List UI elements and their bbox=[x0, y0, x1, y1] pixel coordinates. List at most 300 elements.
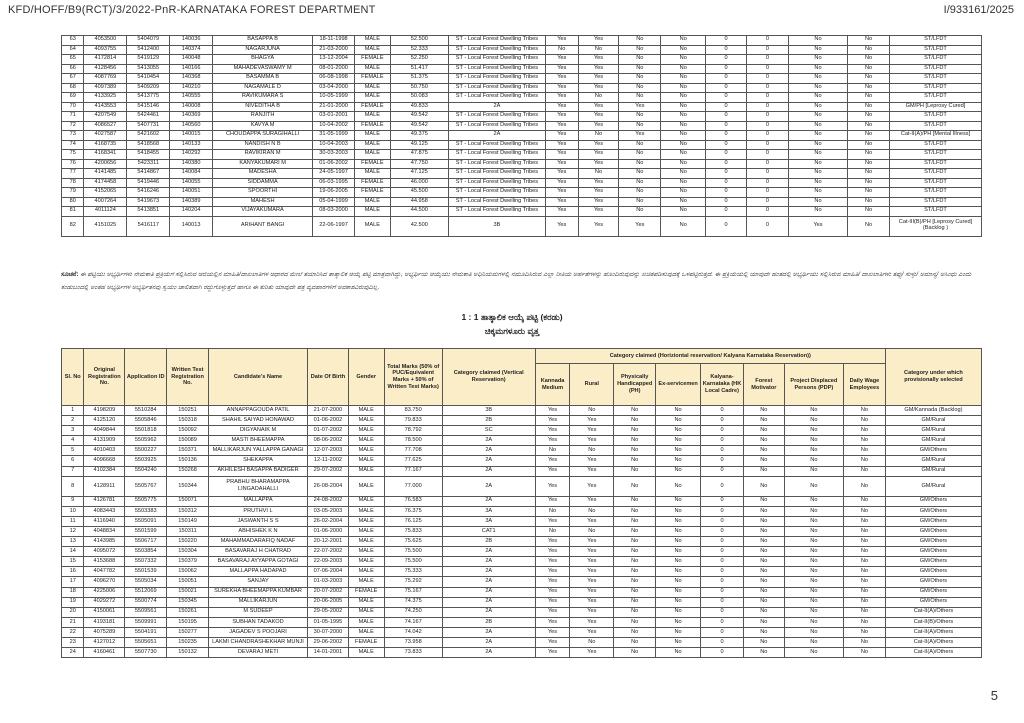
table-cell: No bbox=[743, 416, 784, 426]
table-cell: ST - Local Forest Dwelling Tribes bbox=[448, 197, 545, 207]
table-cell: 6 bbox=[62, 456, 84, 466]
table-cell: 49.125 bbox=[390, 140, 448, 150]
table-cell: 16 bbox=[62, 567, 84, 577]
table-cell: ST/LFDT bbox=[889, 150, 981, 160]
table-cell: No bbox=[784, 537, 843, 547]
table-cell: Yes bbox=[578, 188, 619, 198]
table-cell: 5418568 bbox=[127, 140, 170, 150]
table-cell: Yes bbox=[545, 64, 578, 74]
table-cell: NANDISH N B bbox=[213, 140, 313, 150]
table-cell: No bbox=[656, 526, 701, 536]
table-cell: Yes bbox=[545, 188, 578, 198]
table-cell: Yes bbox=[570, 577, 614, 587]
table-cell: 4096270 bbox=[84, 577, 125, 587]
table-cell: No bbox=[843, 587, 885, 597]
table-cell: No bbox=[788, 140, 847, 150]
table-cell: 150092 bbox=[167, 426, 209, 436]
table-cell: No bbox=[743, 526, 784, 536]
table-cell: 0 bbox=[747, 197, 789, 207]
table-cell: No bbox=[661, 102, 706, 112]
table-cell: GM/Others bbox=[885, 577, 981, 587]
table-cell: Cat-II(A)/Others bbox=[885, 648, 981, 658]
table-cell: No bbox=[843, 406, 885, 416]
table-cell: 5500774 bbox=[125, 597, 167, 607]
table-cell: No bbox=[848, 55, 890, 65]
table-cell: No bbox=[656, 466, 701, 476]
table-cell: LAKMI CHANDRASHEKHAR MUNJI bbox=[209, 637, 308, 647]
table-cell: 24-05-1997 bbox=[313, 169, 355, 179]
table-cell: 75.333 bbox=[384, 567, 442, 577]
table-cell: 3 bbox=[62, 426, 84, 436]
table-cell: MALLIKARJUN YALLAPPA GANAGI bbox=[209, 446, 308, 456]
table-cell: No bbox=[743, 607, 784, 617]
table-cell: No bbox=[784, 456, 843, 466]
table-cell: 0 bbox=[706, 140, 747, 150]
table-cell: ST/LFDT bbox=[889, 45, 981, 55]
table-cell: MALE bbox=[348, 406, 384, 416]
table-cell: No bbox=[570, 446, 614, 456]
table-cell: No bbox=[848, 159, 890, 169]
table-row bbox=[62, 597, 982, 607]
table-cell: 50.083 bbox=[390, 93, 448, 103]
table-cell: ST/LFDT bbox=[889, 74, 981, 84]
table-cell: 75 bbox=[62, 150, 84, 160]
table-cell: 5407731 bbox=[127, 121, 170, 131]
table-cell: BHAGYA bbox=[213, 55, 313, 65]
table-cell: 2A bbox=[448, 102, 545, 112]
table-cell: Yes bbox=[535, 426, 570, 436]
table-cell: No bbox=[614, 567, 656, 577]
table-cell: No bbox=[843, 557, 885, 567]
table-cell: ST/LFDT bbox=[889, 93, 981, 103]
table-cell: 77.167 bbox=[384, 466, 442, 476]
table-cell: Yes bbox=[535, 466, 570, 476]
table-cell: Yes bbox=[619, 131, 661, 141]
table-cell: 0 bbox=[706, 159, 747, 169]
table-cell: 150277 bbox=[167, 627, 209, 637]
table-cell: No bbox=[570, 506, 614, 516]
table-cell: Yes bbox=[545, 131, 578, 141]
table-cell: BASAMMA B bbox=[213, 74, 313, 84]
table-cell: No bbox=[743, 648, 784, 658]
table-cell: 70 bbox=[62, 102, 84, 112]
table-cell: 74.167 bbox=[384, 617, 442, 627]
table-cell: 4141485 bbox=[84, 169, 127, 179]
table-cell: No bbox=[614, 526, 656, 536]
table-row bbox=[62, 446, 982, 456]
table-cell: No bbox=[848, 131, 890, 141]
table-cell: CHOUDAPPA SURAGIHALLI bbox=[213, 131, 313, 141]
table-cell: No bbox=[619, 83, 661, 93]
table-cell: No bbox=[619, 207, 661, 217]
table-cell: Yes bbox=[535, 537, 570, 547]
table-cell: 5415146 bbox=[127, 102, 170, 112]
table-cell: 2A bbox=[442, 547, 535, 557]
table-cell: No bbox=[788, 64, 847, 74]
table-cell: GM/Others bbox=[885, 496, 981, 506]
table-cell: No bbox=[784, 406, 843, 416]
table-cell: No bbox=[743, 426, 784, 436]
table-row bbox=[62, 537, 982, 547]
table-cell: 10-04-2003 bbox=[313, 140, 355, 150]
table-cell: No bbox=[619, 74, 661, 84]
table-cell: 4143985 bbox=[84, 537, 125, 547]
table-row bbox=[62, 547, 982, 557]
table-cell: 18 bbox=[62, 587, 84, 597]
selection-table-continued bbox=[61, 35, 982, 237]
table-cell: Yes bbox=[578, 74, 619, 84]
table-cell: 03-04-2000 bbox=[313, 83, 355, 93]
table-cell: No bbox=[614, 426, 656, 436]
table-cell: No bbox=[848, 188, 890, 198]
note-label: ಸೂಚನೆ: bbox=[61, 271, 79, 278]
table-row bbox=[62, 456, 982, 466]
table-cell: 5501599 bbox=[125, 526, 167, 536]
table-cell: Yes bbox=[545, 150, 578, 160]
table-cell: 4010403 bbox=[84, 446, 125, 456]
table-cell: MALE bbox=[355, 112, 391, 122]
table-cell: No bbox=[848, 216, 890, 236]
table-cell: MALE bbox=[348, 466, 384, 476]
table-cell: GM/Others bbox=[885, 597, 981, 607]
table-cell: No bbox=[578, 93, 619, 103]
table-cell: No bbox=[743, 537, 784, 547]
table-cell: 03-01-2001 bbox=[313, 112, 355, 122]
table-cell: 08-03-2000 bbox=[313, 207, 355, 217]
table-cell: 5404079 bbox=[127, 36, 170, 46]
table-cell: 140036 bbox=[170, 36, 213, 46]
table-cell: 47.750 bbox=[390, 159, 448, 169]
table-cell: 4198209 bbox=[84, 406, 125, 416]
table-cell: 5503383 bbox=[125, 506, 167, 516]
table-cell: Yes bbox=[535, 516, 570, 526]
table-cell: 4128911 bbox=[84, 476, 125, 496]
table-cell: No bbox=[614, 476, 656, 496]
table-cell: 0 bbox=[747, 207, 789, 217]
table-cell: 4127012 bbox=[84, 637, 125, 647]
table-cell: 0 bbox=[706, 74, 747, 84]
table-cell: No bbox=[578, 131, 619, 141]
table-cell: 67 bbox=[62, 74, 84, 84]
table-cell: 68 bbox=[62, 83, 84, 93]
table-cell: 05-04-1999 bbox=[313, 197, 355, 207]
table-cell: MALE bbox=[355, 169, 391, 179]
table-cell: 4048834 bbox=[84, 526, 125, 536]
table-cell: MALE bbox=[348, 516, 384, 526]
table-cell: FEMALE bbox=[355, 74, 391, 84]
table-cell: No bbox=[784, 597, 843, 607]
table-cell: 5503925 bbox=[125, 456, 167, 466]
table-cell: No bbox=[788, 197, 847, 207]
table-cell: No bbox=[661, 121, 706, 131]
table-cell: 18-11-1998 bbox=[313, 36, 355, 46]
table-cell: No bbox=[848, 197, 890, 207]
table-cell: No bbox=[614, 416, 656, 426]
table-cell: No bbox=[661, 55, 706, 65]
table-cell: 0 bbox=[701, 617, 744, 627]
table-cell: No bbox=[656, 506, 701, 516]
table-cell: Yes bbox=[578, 102, 619, 112]
table-cell: 2A bbox=[442, 476, 535, 496]
table-cell: Yes bbox=[535, 436, 570, 446]
table-cell: 4128456 bbox=[84, 64, 127, 74]
table-cell: No bbox=[661, 140, 706, 150]
table-cell: Cat-II(A)/Others bbox=[885, 637, 981, 647]
table-cell: No bbox=[843, 648, 885, 658]
header-project-displaced: Project Displaced Persons (PDP) bbox=[784, 364, 843, 406]
table-cell: No bbox=[843, 617, 885, 627]
table-cell: MALE bbox=[348, 416, 384, 426]
table-cell: ST - Local Forest Dwelling Tribes bbox=[448, 83, 545, 93]
table-cell: Yes bbox=[545, 178, 578, 188]
table-cell: 65 bbox=[62, 55, 84, 65]
table-cell: 4152065 bbox=[84, 188, 127, 198]
table-cell: No bbox=[614, 516, 656, 526]
table-cell: 150051 bbox=[167, 577, 209, 587]
table-cell: Yes bbox=[545, 55, 578, 65]
table-cell: 74.042 bbox=[384, 627, 442, 637]
table-cell: ST/LFDT bbox=[889, 178, 981, 188]
table-cell: 150268 bbox=[167, 466, 209, 476]
table-cell: No bbox=[743, 506, 784, 516]
table-cell: 0 bbox=[706, 216, 747, 236]
table-cell: 22-07-2002 bbox=[308, 547, 349, 557]
table-cell: M SUDEEP bbox=[209, 607, 308, 617]
table-row bbox=[62, 216, 982, 236]
header-ex-servicemen: Ex-servicemen bbox=[656, 364, 701, 406]
table-cell: No bbox=[656, 436, 701, 446]
table-cell: No bbox=[788, 121, 847, 131]
table-cell: No bbox=[570, 406, 614, 416]
table-cell: No bbox=[788, 93, 847, 103]
table-cell: Yes bbox=[619, 216, 661, 236]
table-cell: No bbox=[843, 506, 885, 516]
table-cell: 140048 bbox=[170, 55, 213, 65]
table-cell: No bbox=[848, 102, 890, 112]
table-row bbox=[62, 506, 982, 516]
header-written-test-registration: Written Test Registration No. bbox=[167, 349, 209, 406]
table-cell: 4168735 bbox=[84, 140, 127, 150]
table-cell: 0 bbox=[706, 45, 747, 55]
table-cell: Yes bbox=[545, 216, 578, 236]
table-cell: 72 bbox=[62, 121, 84, 131]
table-cell: 2A bbox=[442, 466, 535, 476]
table-cell: Yes bbox=[570, 648, 614, 658]
table-cell: 150304 bbox=[167, 547, 209, 557]
table-cell: 4131909 bbox=[84, 436, 125, 446]
table-cell: 4 bbox=[62, 436, 84, 446]
table-cell: Yes bbox=[570, 627, 614, 637]
table-cell: Cat-II(B)/Others bbox=[885, 617, 981, 627]
table-cell: ST - Local Forest Dwelling Tribes bbox=[448, 178, 545, 188]
table-cell: 73.833 bbox=[384, 648, 442, 658]
table-cell: No bbox=[614, 436, 656, 446]
table-cell: Yes bbox=[545, 140, 578, 150]
table-cell: GM/Kannada (Backlog) bbox=[885, 406, 981, 416]
table-cell: No bbox=[656, 476, 701, 496]
table-cell: BASAVARAJ H CHATRAD bbox=[209, 547, 308, 557]
table-cell: 5410454 bbox=[127, 74, 170, 84]
table-cell: 0 bbox=[701, 416, 744, 426]
table-cell: 0 bbox=[701, 496, 744, 506]
table-cell: 21-01-2000 bbox=[313, 102, 355, 112]
table-cell: 0 bbox=[747, 216, 789, 236]
table-cell: 0 bbox=[747, 121, 789, 131]
table-cell: MALE bbox=[348, 446, 384, 456]
table-cell: GM/Rural bbox=[885, 456, 981, 466]
table-row bbox=[62, 617, 982, 627]
table-cell: No bbox=[619, 178, 661, 188]
table-cell: Yes bbox=[570, 436, 614, 446]
table-cell: 52.250 bbox=[390, 55, 448, 65]
table-cell: Yes bbox=[535, 416, 570, 426]
table-cell: BASAPPA B bbox=[213, 36, 313, 46]
table-cell: Cat-III(B)/PH [Leprosy Cured] (Backlog ) bbox=[889, 216, 981, 236]
table-cell: Yes bbox=[578, 197, 619, 207]
table-cell: No bbox=[843, 496, 885, 506]
table-row bbox=[62, 140, 982, 150]
table-cell: 08-01-2000 bbox=[313, 64, 355, 74]
table-cell: 5409209 bbox=[127, 83, 170, 93]
table-cell: Yes bbox=[535, 557, 570, 567]
table-cell: No bbox=[784, 648, 843, 658]
table-cell: No bbox=[743, 476, 784, 496]
table-cell: No bbox=[784, 567, 843, 577]
table-cell: 5506717 bbox=[125, 537, 167, 547]
table-cell: Yes bbox=[535, 577, 570, 587]
table-cell: 5505775 bbox=[125, 496, 167, 506]
table-cell: No bbox=[784, 547, 843, 557]
table-cell: DEVARAJ METI bbox=[209, 648, 308, 658]
table-cell: No bbox=[843, 516, 885, 526]
table-cell: 0 bbox=[706, 131, 747, 141]
table-cell: 5509991 bbox=[125, 617, 167, 627]
table-cell: 0 bbox=[701, 526, 744, 536]
table-cell: 140369 bbox=[170, 112, 213, 122]
table-cell: MALE bbox=[348, 557, 384, 567]
table-cell: No bbox=[661, 45, 706, 55]
table-cell: 44.958 bbox=[390, 197, 448, 207]
table-cell: 49.542 bbox=[390, 121, 448, 131]
table-cell: 66 bbox=[62, 64, 84, 74]
table-cell: 0 bbox=[706, 207, 747, 217]
table-cell: 4172814 bbox=[84, 55, 127, 65]
table-cell: MALE bbox=[348, 476, 384, 496]
header-kannada-medium: Kannada Medium bbox=[535, 364, 570, 406]
table-cell: 5419446 bbox=[127, 178, 170, 188]
table-cell: 75.500 bbox=[384, 547, 442, 557]
table-cell: No bbox=[843, 436, 885, 446]
file-number: I/933161/2025 bbox=[943, 4, 1014, 16]
table-cell: FEMALE bbox=[348, 637, 384, 647]
table-cell: No bbox=[743, 466, 784, 476]
table-cell: 0 bbox=[706, 36, 747, 46]
header-vertical-category: Category claimed (Vertical Reservation) bbox=[442, 349, 535, 406]
table-cell: MALE bbox=[348, 526, 384, 536]
table-cell: No bbox=[843, 446, 885, 456]
table-cell: 140015 bbox=[170, 131, 213, 141]
table-cell: 73.958 bbox=[384, 637, 442, 647]
table-cell: 4125120 bbox=[84, 416, 125, 426]
table-cell: No bbox=[843, 547, 885, 557]
table-cell: No bbox=[848, 150, 890, 160]
table-cell: Yes bbox=[570, 456, 614, 466]
table-cell: VIJAYAKUMARA bbox=[213, 207, 313, 217]
document-reference: KFD/HOFF/B9(RCT)/3/2022-PnR-KARNATAKA FOREST DEPARTMENT bbox=[8, 4, 376, 16]
table-cell: No bbox=[656, 587, 701, 597]
table-cell: No bbox=[614, 617, 656, 627]
table-cell: ST - Local Forest Dwelling Tribes bbox=[448, 188, 545, 198]
table-cell: 140560 bbox=[170, 121, 213, 131]
table-cell: 75.500 bbox=[384, 557, 442, 567]
table-cell: ABHISHEK K N bbox=[209, 526, 308, 536]
table-cell: Yes bbox=[788, 216, 847, 236]
table-cell: 77.708 bbox=[384, 446, 442, 456]
table-row bbox=[62, 36, 982, 46]
table-cell: No bbox=[843, 637, 885, 647]
table-cell: MALE bbox=[348, 567, 384, 577]
table-cell: ST - Local Forest Dwelling Tribes bbox=[448, 121, 545, 131]
table-cell: No bbox=[843, 476, 885, 496]
table-cell: 140374 bbox=[170, 45, 213, 55]
table-cell: MALLAPPA bbox=[209, 496, 308, 506]
table-cell: No bbox=[743, 587, 784, 597]
table-cell: 4207549 bbox=[84, 112, 127, 122]
table-cell: No bbox=[614, 547, 656, 557]
table-cell: 140555 bbox=[170, 93, 213, 103]
table-cell: MALE bbox=[348, 496, 384, 506]
table-cell: 49.833 bbox=[390, 102, 448, 112]
table-cell: No bbox=[743, 547, 784, 557]
table-row bbox=[62, 64, 982, 74]
header-selected-category: Category under which provisionally selected bbox=[885, 349, 981, 406]
table-cell: No bbox=[848, 45, 890, 55]
table-cell: No bbox=[578, 45, 619, 55]
table-cell: Yes bbox=[545, 197, 578, 207]
table-cell: No bbox=[743, 456, 784, 466]
table-cell: GM/Rural bbox=[885, 416, 981, 426]
table-cell: 140210 bbox=[170, 83, 213, 93]
table-cell: Cat-II(A)/Others bbox=[885, 607, 981, 617]
table-cell: 79.833 bbox=[384, 416, 442, 426]
table-cell: 51.375 bbox=[390, 74, 448, 84]
table-cell: KAVYA M bbox=[213, 121, 313, 131]
table-cell: No bbox=[661, 159, 706, 169]
table-cell: ST - Local Forest Dwelling Tribes bbox=[448, 169, 545, 179]
table-cell: 2B bbox=[442, 617, 535, 627]
table-cell: 14 bbox=[62, 547, 84, 557]
table-cell: 5504191 bbox=[125, 627, 167, 637]
table-cell: No bbox=[784, 577, 843, 587]
table-cell: No bbox=[788, 83, 847, 93]
table-cell: Yes bbox=[570, 416, 614, 426]
table-cell: 0 bbox=[701, 567, 744, 577]
table-cell: Yes bbox=[535, 567, 570, 577]
table-cell: No bbox=[743, 597, 784, 607]
table-cell: GM/Others bbox=[885, 526, 981, 536]
table-cell: No bbox=[784, 516, 843, 526]
table-cell: 76.583 bbox=[384, 496, 442, 506]
table-row bbox=[62, 83, 982, 93]
table-cell: 76.375 bbox=[384, 506, 442, 516]
table-cell: No bbox=[843, 537, 885, 547]
table-cell: No bbox=[784, 466, 843, 476]
table-cell: No bbox=[788, 169, 847, 179]
table-cell: No bbox=[656, 516, 701, 526]
table-cell: 8 bbox=[62, 476, 84, 496]
table-cell: No bbox=[743, 406, 784, 416]
table-cell: MALE bbox=[348, 436, 384, 446]
